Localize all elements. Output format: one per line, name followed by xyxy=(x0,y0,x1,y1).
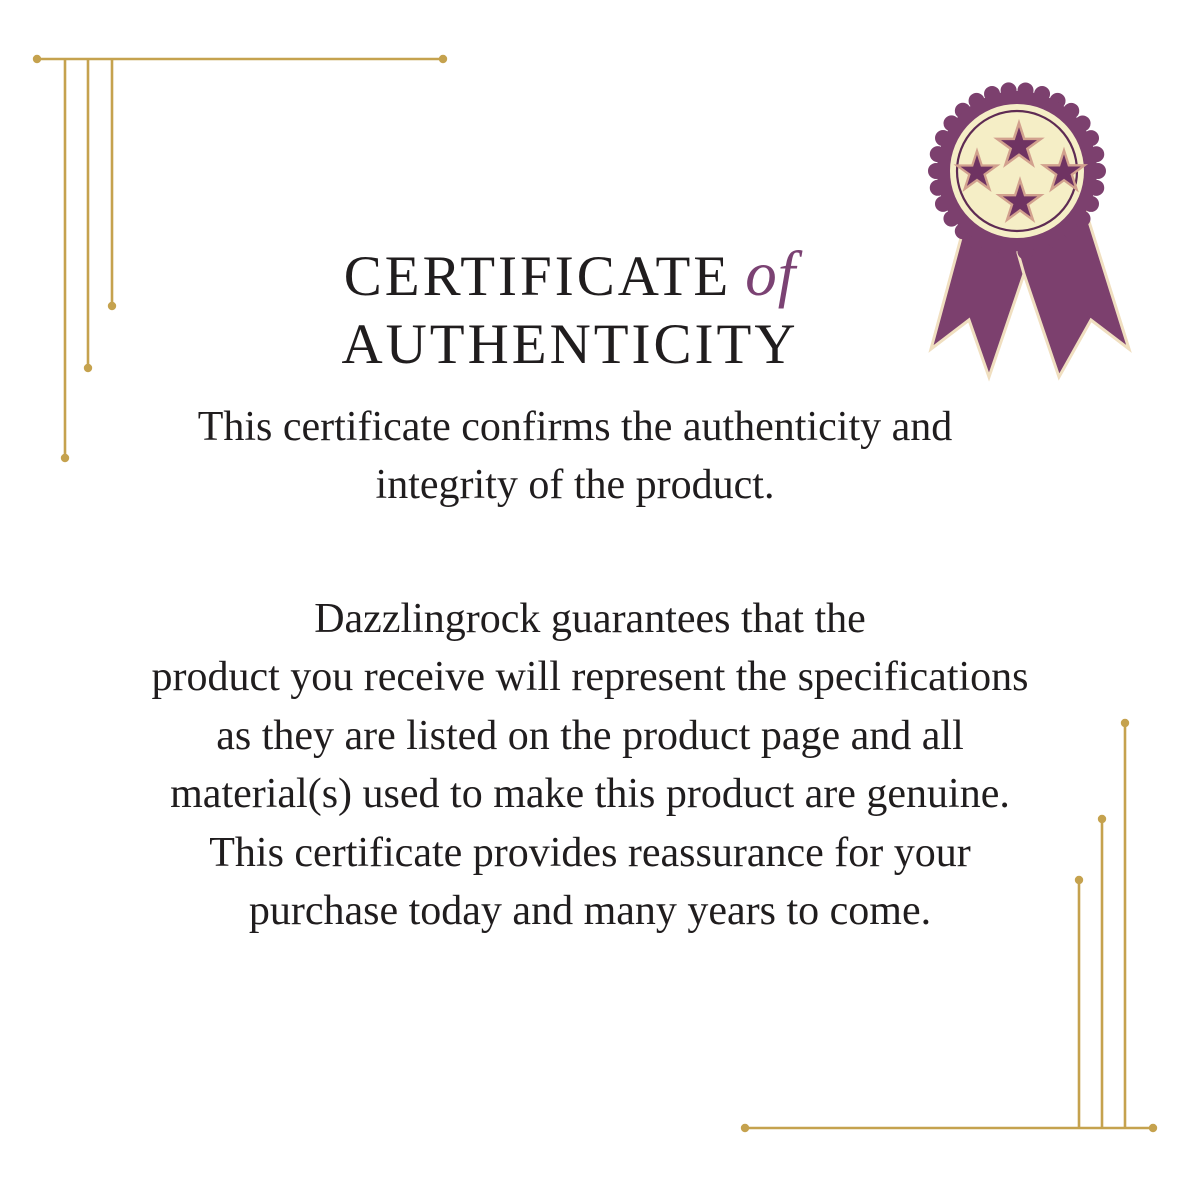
subtitle-line-2: integrity of the product. xyxy=(375,462,775,508)
title-main-word: CERTIFICATE xyxy=(343,245,732,308)
title-accent-word: of xyxy=(745,239,797,309)
certificate-body xyxy=(90,590,1090,940)
body-line-4: material(s) used to make this product are genuine. xyxy=(170,771,1010,818)
subtitle-line-1: This certificate confirms the authenticity and xyxy=(197,404,953,450)
certificate-subtitle xyxy=(75,398,1075,514)
title-line-1 xyxy=(70,239,1070,311)
title-line-2: AUTHENTICITY xyxy=(341,313,799,376)
certificate-title xyxy=(70,239,1070,379)
body-line-5: This certificate provides reassurance for your xyxy=(209,829,971,876)
body-line-1: Dazzlingrock guarantees that the xyxy=(314,596,866,642)
body-line-6: purchase today and many years to come. xyxy=(248,888,932,935)
body-line-3: as they are listed on the product page and all xyxy=(216,712,964,759)
body-line-2: product you receive will represent the specifications xyxy=(151,654,1029,701)
